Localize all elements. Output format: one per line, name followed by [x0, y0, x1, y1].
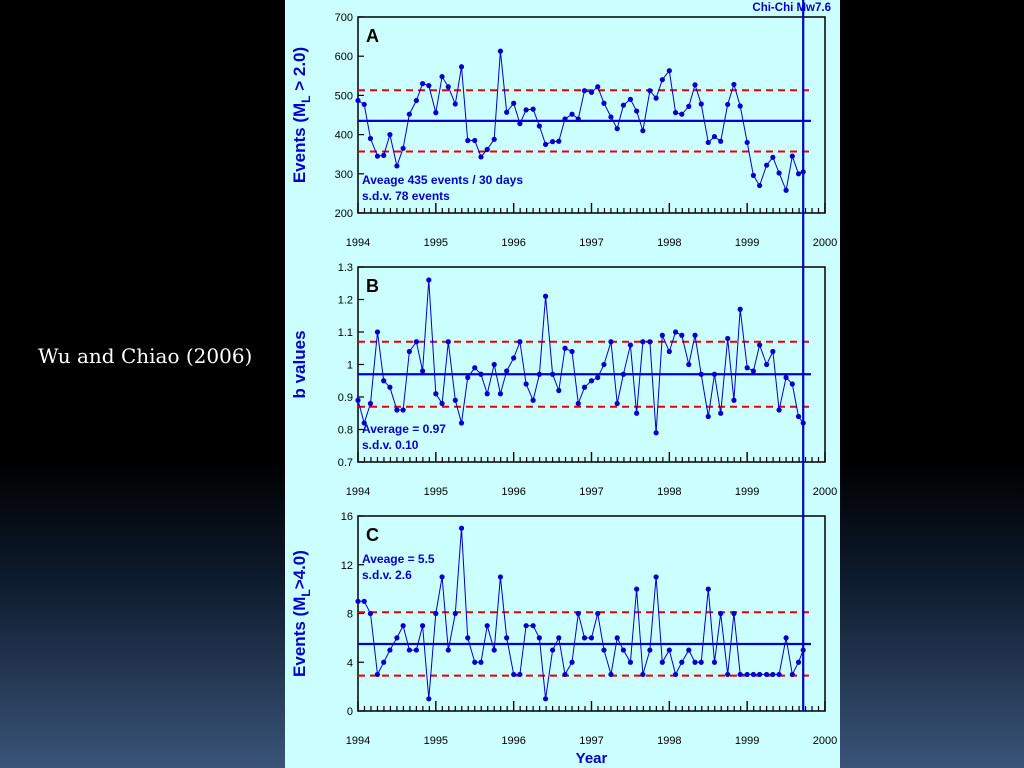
data-point: [790, 672, 795, 677]
data-point: [660, 333, 665, 338]
data-point: [531, 623, 536, 628]
data-point: [407, 647, 412, 652]
data-point: [355, 98, 360, 103]
data-point: [550, 647, 555, 652]
data-point: [582, 635, 587, 640]
data-point: [459, 526, 464, 531]
data-point: [712, 134, 717, 139]
data-point: [562, 116, 567, 121]
data-point: [692, 82, 697, 87]
data-point: [796, 414, 801, 419]
x-tick-label: 1999: [734, 237, 760, 249]
data-point: [381, 378, 386, 383]
data-point: [745, 672, 750, 677]
data-point: [401, 407, 406, 412]
data-point: [634, 587, 639, 592]
y-tick-label: 4: [346, 657, 353, 670]
x-tick-label: 1999: [734, 486, 760, 498]
data-point: [601, 362, 606, 367]
data-point: [472, 365, 477, 370]
data-point: [725, 102, 730, 107]
y-tick-label: 300: [334, 168, 353, 181]
x-tick-label: 1994: [345, 486, 371, 498]
y-axis-label-tail: > 2.0): [290, 46, 309, 96]
data-point: [731, 398, 736, 403]
x-tick-label: 2000: [812, 237, 838, 249]
data-point: [407, 112, 412, 117]
data-point: [511, 672, 516, 677]
x-tick-label: 1996: [501, 735, 526, 747]
y-tick-label: 1.2: [337, 294, 353, 307]
data-point: [492, 647, 497, 652]
data-point: [589, 90, 594, 95]
y-tick-label: 0.7: [337, 457, 353, 469]
data-point: [492, 362, 497, 367]
data-point: [621, 372, 626, 377]
data-point: [601, 101, 606, 106]
data-point: [725, 336, 730, 341]
y-tick-label: 0.8: [337, 424, 353, 437]
data-point: [465, 375, 470, 380]
data-point: [654, 574, 659, 579]
data-point: [673, 329, 678, 334]
y-tick-label: 1.1: [337, 327, 353, 339]
x-tick-label: 1995: [423, 486, 449, 498]
y-axis-label: [290, 330, 309, 398]
panel-letter: C: [366, 525, 379, 545]
data-point: [764, 163, 769, 168]
data-point: [673, 110, 678, 115]
data-point: [576, 401, 581, 406]
data-point: [537, 635, 542, 640]
data-point: [582, 385, 587, 390]
data-point: [394, 635, 399, 640]
data-point: [420, 368, 425, 373]
data-point: [517, 339, 522, 344]
data-point: [686, 362, 691, 367]
data-point: [660, 77, 665, 82]
data-point: [757, 672, 762, 677]
data-point: [524, 623, 529, 628]
data-point: [562, 346, 567, 351]
data-point: [511, 355, 516, 360]
data-point: [770, 672, 775, 677]
data-point: [401, 623, 406, 628]
data-point: [524, 381, 529, 386]
data-point: [615, 126, 620, 131]
data-point: [706, 140, 711, 145]
data-point: [453, 101, 458, 106]
data-point: [453, 611, 458, 616]
data-point: [439, 401, 444, 406]
data-point: [504, 110, 509, 115]
data-point: [426, 696, 431, 701]
data-point: [433, 611, 438, 616]
data-point: [556, 635, 561, 640]
data-point: [414, 647, 419, 652]
data-point: [628, 97, 633, 102]
x-tick-label: 1995: [423, 237, 449, 249]
data-point: [692, 660, 697, 665]
data-point: [426, 83, 431, 88]
data-point: [640, 128, 645, 133]
data-point: [485, 623, 490, 628]
data-point: [368, 401, 373, 406]
x-tick-label: 1997: [579, 486, 604, 498]
data-point: [531, 107, 536, 112]
x-tick-label: 1994: [345, 237, 371, 249]
x-tick-label: 2000: [812, 735, 838, 747]
data-point: [414, 339, 419, 344]
data-point: [414, 98, 419, 103]
data-point: [647, 339, 652, 344]
data-point: [465, 138, 470, 143]
y-tick-label: 1: [346, 359, 353, 372]
y-tick-label: 0: [346, 706, 353, 718]
citation-text: Wu and Chiao (2006): [38, 344, 253, 368]
event-label: Chi-Chi Mw7.6: [752, 2, 831, 14]
data-point: [543, 294, 548, 299]
data-point: [738, 307, 743, 312]
series-line: [358, 280, 803, 433]
data-point: [757, 342, 762, 347]
chart-svg: [285, 0, 840, 768]
data-point: [725, 672, 730, 677]
annotation-text: Average = 0.97: [362, 422, 446, 436]
data-point: [524, 107, 529, 112]
data-point: [783, 375, 788, 380]
data-point: [446, 84, 451, 89]
data-point: [550, 372, 555, 377]
data-point: [699, 372, 704, 377]
data-point: [446, 339, 451, 344]
data-point: [796, 660, 801, 665]
data-point: [628, 342, 633, 347]
data-point: [355, 398, 360, 403]
data-point: [394, 407, 399, 412]
y-tick-label: 400: [334, 129, 353, 142]
y-axis-label-main: Events (M: [290, 102, 309, 184]
data-point: [517, 121, 522, 126]
data-point: [589, 635, 594, 640]
annotation-text: s.d.v. 2.6: [362, 568, 412, 582]
data-point: [472, 660, 477, 665]
data-point: [608, 339, 613, 344]
data-point: [751, 672, 756, 677]
x-tick-label: 1997: [579, 237, 604, 249]
data-point: [640, 339, 645, 344]
data-point: [459, 64, 464, 69]
data-point: [790, 381, 795, 386]
figure-panel: [285, 0, 840, 768]
x-tick-label: 1999: [734, 735, 760, 747]
panel-c: [290, 511, 837, 767]
data-point: [433, 391, 438, 396]
data-point: [478, 660, 483, 665]
data-point: [569, 112, 574, 117]
data-point: [679, 333, 684, 338]
data-point: [368, 611, 373, 616]
data-point: [420, 623, 425, 628]
data-point: [764, 672, 769, 677]
data-point: [556, 388, 561, 393]
data-point: [745, 365, 750, 370]
y-axis-label-sub: L: [299, 589, 313, 597]
data-point: [576, 611, 581, 616]
data-point: [686, 647, 691, 652]
data-point: [783, 635, 788, 640]
y-tick-label: 1.3: [337, 262, 353, 274]
data-point: [381, 660, 386, 665]
data-point: [478, 154, 483, 159]
data-point: [576, 116, 581, 121]
data-point: [569, 660, 574, 665]
data-point: [615, 401, 620, 406]
y-tick-label: 8: [346, 608, 353, 621]
data-point: [401, 146, 406, 151]
data-point: [394, 163, 399, 168]
x-tick-label: 1996: [501, 486, 526, 498]
data-point: [751, 368, 756, 373]
data-point: [498, 49, 503, 54]
data-point: [355, 599, 360, 604]
panel-letter: A: [366, 26, 379, 46]
data-point: [706, 587, 711, 592]
y-axis-label-main: b values: [290, 330, 309, 399]
data-point: [776, 170, 781, 175]
data-point: [387, 132, 392, 137]
data-point: [550, 139, 555, 144]
data-point: [667, 68, 672, 73]
data-point: [362, 102, 367, 107]
data-point: [504, 635, 509, 640]
data-point: [667, 349, 672, 354]
x-tick-label: 1995: [423, 735, 449, 747]
data-point: [485, 391, 490, 396]
data-point: [783, 188, 788, 193]
data-point: [718, 411, 723, 416]
data-point: [615, 635, 620, 640]
data-point: [751, 173, 756, 178]
x-tick-label: 1998: [657, 486, 682, 498]
y-axis-label: [290, 550, 313, 677]
data-point: [634, 411, 639, 416]
data-point: [537, 123, 542, 128]
data-point: [660, 660, 665, 665]
data-point: [531, 398, 536, 403]
data-point: [485, 147, 490, 152]
data-point: [498, 574, 503, 579]
x-tick-label: 1994: [345, 735, 371, 747]
y-axis-label-main: Events (M: [290, 596, 309, 677]
data-point: [731, 611, 736, 616]
data-point: [368, 136, 373, 141]
data-point: [375, 329, 380, 334]
annotation-text: Aveage = 5.5: [362, 552, 435, 566]
y-tick-label: 500: [334, 90, 353, 103]
data-point: [362, 599, 367, 604]
data-point: [459, 420, 464, 425]
y-tick-label: 200: [334, 208, 353, 220]
data-point: [745, 140, 750, 145]
data-point: [439, 74, 444, 79]
data-point: [543, 142, 548, 147]
data-point: [712, 660, 717, 665]
data-point: [608, 672, 613, 677]
y-tick-label: 12: [340, 559, 353, 572]
data-point: [770, 349, 775, 354]
data-point: [439, 574, 444, 579]
x-tick-label: 1997: [579, 735, 604, 747]
data-point: [621, 647, 626, 652]
data-point: [569, 349, 574, 354]
data-point: [718, 139, 723, 144]
y-tick-label: 600: [334, 51, 353, 64]
data-point: [706, 414, 711, 419]
x-tick-label: 1998: [657, 237, 682, 249]
data-point: [543, 696, 548, 701]
data-point: [686, 104, 691, 109]
data-point: [628, 660, 633, 665]
data-point: [731, 82, 736, 87]
data-point: [770, 155, 775, 160]
data-point: [517, 672, 522, 677]
data-point: [673, 672, 678, 677]
data-point: [738, 672, 743, 677]
data-point: [679, 660, 684, 665]
data-point: [601, 647, 606, 652]
data-point: [790, 154, 795, 159]
data-point: [679, 112, 684, 117]
data-point: [453, 398, 458, 403]
data-point: [640, 672, 645, 677]
data-point: [634, 108, 639, 113]
data-point: [446, 647, 451, 652]
data-point: [654, 430, 659, 435]
data-point: [764, 362, 769, 367]
data-point: [498, 391, 503, 396]
x-tick-label: 1998: [657, 735, 682, 747]
y-tick-label: 0.9: [337, 392, 353, 404]
data-point: [407, 349, 412, 354]
data-point: [595, 611, 600, 616]
data-point: [738, 103, 743, 108]
data-point: [375, 154, 380, 159]
data-point: [589, 378, 594, 383]
panel-a: [290, 12, 837, 249]
data-point: [478, 372, 483, 377]
data-point: [556, 139, 561, 144]
plot-frame: [358, 516, 825, 711]
data-point: [712, 372, 717, 377]
data-point: [757, 183, 762, 188]
data-point: [776, 407, 781, 412]
panel-letter: B: [366, 276, 379, 296]
data-point: [654, 96, 659, 101]
data-point: [511, 101, 516, 106]
y-axis-label: [290, 47, 313, 183]
y-axis-label-sub: L: [299, 95, 313, 103]
y-tick-label: 16: [340, 511, 353, 523]
data-point: [621, 103, 626, 108]
data-point: [465, 635, 470, 640]
data-point: [608, 114, 613, 119]
y-axis-label-tail: >4.0): [290, 550, 309, 590]
data-point: [492, 137, 497, 142]
x-axis-label: Year: [575, 750, 608, 767]
annotation-text: Aveage 435 events / 30 days: [362, 173, 523, 187]
data-point: [667, 647, 672, 652]
data-point: [796, 171, 801, 176]
data-point: [647, 88, 652, 93]
data-point: [387, 385, 392, 390]
data-point: [375, 672, 380, 677]
annotation-text: s.d.v. 0.10: [362, 438, 419, 452]
data-point: [387, 647, 392, 652]
data-point: [562, 672, 567, 677]
data-point: [718, 611, 723, 616]
x-tick-label: 2000: [812, 486, 838, 498]
data-point: [433, 110, 438, 115]
data-point: [504, 368, 509, 373]
data-point: [420, 81, 425, 86]
data-point: [582, 88, 587, 93]
panel-b: [290, 262, 837, 498]
data-point: [699, 660, 704, 665]
data-point: [472, 138, 477, 143]
data-point: [381, 153, 386, 158]
data-point: [776, 672, 781, 677]
annotation-text: s.d.v. 78 events: [362, 189, 450, 203]
y-tick-label: 700: [334, 12, 353, 24]
x-tick-label: 1996: [501, 237, 526, 249]
data-point: [595, 84, 600, 89]
data-point: [595, 375, 600, 380]
data-point: [699, 101, 704, 106]
data-point: [647, 647, 652, 652]
data-point: [537, 372, 542, 377]
data-point: [692, 333, 697, 338]
data-point: [426, 277, 431, 282]
event-layer: [752, 0, 831, 711]
